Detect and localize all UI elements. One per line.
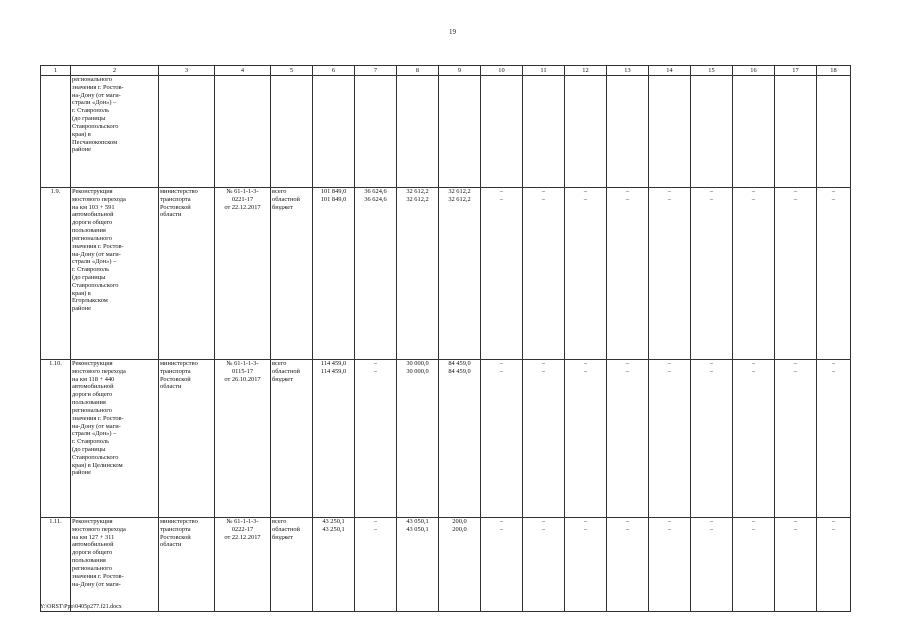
value-cell — [649, 76, 691, 188]
value-regional-budget: – — [373, 525, 378, 533]
value-total: – — [625, 518, 630, 525]
value-total: 101 849,0 — [320, 188, 347, 195]
measure-name-line: значения г. Ростов- — [72, 83, 124, 91]
value-regional-budget: 36 624,6 — [364, 195, 387, 203]
executor-line: транспорта — [160, 525, 191, 533]
column-number-header: 14 — [649, 66, 691, 76]
value-total: – — [831, 188, 836, 195]
document-ref — [215, 360, 271, 518]
value-total: – — [751, 188, 756, 195]
value-total: – — [583, 188, 588, 195]
executor-line: министерство — [160, 518, 198, 525]
value-cell — [313, 188, 355, 360]
executor-line: Ростовской — [160, 203, 191, 211]
executor-line: Ростовской — [160, 533, 191, 541]
value-regional-budget: 32 612,2 — [448, 195, 471, 203]
funding-source-line: всего — [272, 518, 287, 525]
measure-name-line: страли «Дон») – — [72, 99, 117, 107]
value-regional-budget: – — [373, 367, 378, 375]
measure-name-line: дороги общего — [72, 391, 113, 399]
value-total: – — [499, 360, 504, 367]
column-number-header: 8 — [397, 66, 439, 76]
value-regional-budget: – — [793, 525, 798, 533]
value-cell — [691, 188, 733, 360]
measure-name-line: Ставропольского — [72, 281, 119, 289]
value-total: – — [667, 188, 672, 195]
value-cell — [355, 76, 397, 188]
column-number-header: 7 — [355, 66, 397, 76]
measure-name-line: края) в Целинском — [72, 461, 123, 469]
measure-name-line: (до границы — [72, 445, 106, 453]
value-regional-budget: – — [583, 525, 588, 533]
value-cell — [397, 76, 439, 188]
value-regional-budget: – — [625, 367, 630, 375]
column-number-header: 5 — [271, 66, 313, 76]
value-cell — [565, 188, 607, 360]
value-cell — [691, 360, 733, 518]
value-cell — [817, 188, 851, 360]
funding-source — [271, 360, 313, 518]
column-number-header: 4 — [215, 66, 271, 76]
executor-line: министерство — [160, 188, 198, 195]
measure-name-line: страли «Дон») – — [72, 430, 117, 438]
value-cell — [439, 360, 481, 518]
measure-name-line: на км 118 + 440 — [72, 375, 115, 383]
funding-source — [271, 76, 313, 188]
value-regional-budget: – — [667, 525, 672, 533]
value-regional-budget: 101 849,0 — [320, 195, 347, 203]
funding-source-line: областной — [272, 525, 300, 533]
page-number: 19 — [449, 28, 456, 36]
value-total: – — [709, 518, 714, 525]
value-regional-budget: – — [831, 195, 836, 203]
value-cell — [607, 360, 649, 518]
measure-name-line: Реконструкция — [72, 188, 113, 195]
column-number-header: 15 — [691, 66, 733, 76]
value-regional-budget: – — [709, 195, 714, 203]
value-cell — [817, 360, 851, 518]
measure-name — [71, 360, 159, 518]
column-number-row — [41, 66, 851, 76]
value-cell — [523, 188, 565, 360]
item-number: 1.9. — [41, 188, 71, 360]
executor — [159, 76, 215, 188]
value-cell — [313, 76, 355, 188]
value-cell — [733, 360, 775, 518]
measure-name-line: регионального — [72, 76, 112, 83]
value-cell — [397, 360, 439, 518]
value-regional-budget: – — [667, 195, 672, 203]
measure-name-line: г. Ставрополь — [72, 266, 110, 274]
value-total: 84 459,0 — [448, 360, 471, 367]
funding-source-line: бюджет — [272, 203, 293, 211]
value-cell — [607, 518, 649, 612]
measure-name — [71, 76, 159, 188]
measure-name-line: на км 103 + 591 — [72, 203, 115, 211]
value-cell — [649, 360, 691, 518]
measure-name-line: края) в — [72, 289, 91, 297]
measure-name — [71, 518, 159, 612]
value-regional-budget: – — [751, 195, 756, 203]
value-regional-budget: – — [831, 525, 836, 533]
measure-name-line: на-Дону (от маги- — [72, 580, 121, 588]
measure-name-line: районе — [72, 146, 91, 154]
value-regional-budget: – — [625, 195, 630, 203]
column-number-header: 1 — [41, 66, 71, 76]
executor-line: транспорта — [160, 367, 191, 375]
value-regional-budget: – — [751, 367, 756, 375]
measure-name-line: Егорлыкском — [72, 297, 108, 305]
value-cell — [649, 518, 691, 612]
measure-name-line: автомобильной — [72, 211, 114, 219]
file-path-footer: Y:\ORST\Ppo\0405p277.f21.docx — [40, 604, 122, 610]
measure-name-line: страли «Дон») – — [72, 258, 117, 266]
measure-name-line: мостового перехода — [72, 367, 126, 375]
value-cell — [733, 518, 775, 612]
value-cell — [775, 360, 817, 518]
value-total: – — [583, 518, 588, 525]
measure-name-line: значения г. Ростов- — [72, 414, 124, 422]
value-cell — [607, 76, 649, 188]
value-cell — [481, 518, 523, 612]
value-regional-budget: – — [625, 525, 630, 533]
value-cell — [481, 360, 523, 518]
column-number-header: 10 — [481, 66, 523, 76]
measure-name-line: пользования — [72, 399, 106, 407]
value-regional-budget: – — [709, 367, 714, 375]
measure-name-line: значения г. Ростов- — [72, 572, 124, 580]
column-number-header: 18 — [817, 66, 851, 76]
column-number-header: 6 — [313, 66, 355, 76]
value-total: – — [667, 518, 672, 525]
value-cell — [313, 360, 355, 518]
measure-name-line: Песчанокопском — [72, 138, 118, 146]
value-cell — [481, 188, 523, 360]
value-total: – — [373, 518, 378, 525]
value-total: – — [541, 188, 546, 195]
value-total: – — [709, 188, 714, 195]
value-cell — [565, 518, 607, 612]
measure-name-line: Ставропольского — [72, 122, 119, 130]
value-cell — [397, 518, 439, 612]
value-total: 32 612,2 — [406, 188, 429, 195]
value-total: – — [625, 360, 630, 367]
measure-name-line: дороги общего — [72, 549, 113, 557]
executor — [159, 188, 215, 360]
executor-line: области — [160, 383, 182, 391]
value-regional-budget: – — [499, 195, 504, 203]
measure-name-line: регионального — [72, 406, 112, 414]
value-regional-budget: – — [541, 367, 546, 375]
column-number-header: 3 — [159, 66, 215, 76]
value-cell — [523, 360, 565, 518]
value-cell — [439, 188, 481, 360]
document-ref-line: 0221-17 — [231, 195, 254, 203]
measure-name-line: Реконструкция — [72, 360, 113, 367]
value-cell — [355, 360, 397, 518]
column-number-header: 12 — [565, 66, 607, 76]
value-total: – — [499, 518, 504, 525]
document-ref — [215, 76, 271, 188]
value-total: 200,0 — [452, 518, 467, 525]
document-ref — [215, 188, 271, 360]
measure-name-line: на-Дону (от маги- — [72, 250, 121, 258]
measure-name-line: пользования — [72, 227, 106, 235]
measure-name-line: на км 127 + 311 — [72, 533, 115, 541]
document-ref — [215, 518, 271, 612]
executor-line: Ростовской — [160, 375, 191, 383]
column-number-header: 2 — [71, 66, 159, 76]
measure-name-line: (до границы — [72, 115, 106, 123]
value-regional-budget: – — [793, 195, 798, 203]
funding-source — [271, 188, 313, 360]
value-regional-budget: – — [583, 367, 588, 375]
value-cell — [397, 188, 439, 360]
value-regional-budget: – — [583, 195, 588, 203]
executor-line: транспорта — [160, 195, 191, 203]
value-cell — [733, 188, 775, 360]
measure-name-line: регионального — [72, 564, 112, 572]
value-cell — [439, 76, 481, 188]
value-cell — [691, 76, 733, 188]
value-regional-budget: – — [499, 367, 504, 375]
measure-name-line: края) в — [72, 130, 91, 138]
value-cell — [691, 518, 733, 612]
measure-name-line: регионального — [72, 234, 112, 242]
document-ref-line: 0115-17 — [231, 367, 254, 375]
value-total: – — [667, 360, 672, 367]
measure-name-line: г. Ставрополь — [72, 107, 110, 115]
funding-source — [271, 518, 313, 612]
measure-name-line: (до границы — [72, 273, 106, 281]
table-row — [41, 76, 851, 188]
value-cell — [649, 188, 691, 360]
measure-name-line: значения г. Ростов- — [72, 242, 124, 250]
value-regional-budget: – — [667, 367, 672, 375]
value-total: 43 250,1 — [322, 518, 345, 525]
value-regional-budget: – — [793, 367, 798, 375]
value-regional-budget: 43 050,1 — [406, 525, 429, 533]
value-total: – — [625, 188, 630, 195]
measure-name-line: Реконструкция — [72, 518, 113, 525]
value-regional-budget: – — [709, 525, 714, 533]
value-total: – — [793, 188, 798, 195]
value-total: – — [373, 360, 378, 367]
value-regional-budget: 200,0 — [452, 525, 467, 533]
value-cell — [481, 76, 523, 188]
column-number-header: 11 — [523, 66, 565, 76]
funding-source-line: бюджет — [272, 533, 293, 541]
value-regional-budget: 32 612,2 — [406, 195, 429, 203]
funding-source-line: всего — [272, 188, 287, 195]
value-regional-budget: 84 459,0 — [448, 367, 471, 375]
value-total: – — [541, 518, 546, 525]
value-cell — [817, 76, 851, 188]
value-cell — [355, 188, 397, 360]
funding-source-line: областной — [272, 195, 300, 203]
value-regional-budget: – — [541, 195, 546, 203]
value-cell — [523, 76, 565, 188]
executor-line: области — [160, 211, 182, 219]
measure-name — [71, 188, 159, 360]
value-cell — [355, 518, 397, 612]
value-total: – — [831, 518, 836, 525]
value-regional-budget: – — [831, 367, 836, 375]
program-table — [40, 65, 851, 612]
value-cell — [733, 76, 775, 188]
value-cell — [775, 188, 817, 360]
item-number — [41, 76, 71, 188]
funding-source-line: всего — [272, 360, 287, 367]
measure-name-line: на-Дону (от маги- — [72, 91, 121, 99]
value-total: – — [751, 360, 756, 367]
column-number-header: 9 — [439, 66, 481, 76]
measure-name-line: автомобильной — [72, 383, 114, 391]
value-total: – — [583, 360, 588, 367]
measure-name-line: районе — [72, 305, 91, 313]
document-ref-line: от 26.10.2017 — [224, 375, 261, 383]
measure-name-line: мостового перехода — [72, 525, 126, 533]
executor-line: области — [160, 541, 182, 549]
value-regional-budget: – — [499, 525, 504, 533]
value-total: 114 459,0 — [320, 360, 347, 367]
measure-name-line: дороги общего — [72, 219, 113, 227]
value-total: – — [751, 518, 756, 525]
value-total: – — [499, 188, 504, 195]
value-regional-budget: 30 000,0 — [406, 367, 429, 375]
executor — [159, 360, 215, 518]
value-cell — [607, 188, 649, 360]
item-number: 1.11. — [41, 518, 71, 612]
value-total: 43 050,1 — [406, 518, 429, 525]
column-number-header: 13 — [607, 66, 649, 76]
value-cell — [523, 518, 565, 612]
value-cell — [817, 518, 851, 612]
value-cell — [775, 518, 817, 612]
value-total: – — [831, 360, 836, 367]
value-cell — [565, 360, 607, 518]
value-total: – — [541, 360, 546, 367]
document-ref-line: № 61-1-1-3- — [226, 360, 259, 367]
measure-name-line: г. Ставрополь — [72, 438, 110, 446]
value-cell — [313, 518, 355, 612]
column-number-header: 16 — [733, 66, 775, 76]
table-row — [41, 518, 851, 612]
value-regional-budget: – — [541, 525, 546, 533]
measure-name-line: на-Дону (от маги- — [72, 422, 121, 430]
item-number: 1.10. — [41, 360, 71, 518]
value-total: – — [793, 360, 798, 367]
document-ref-line: от 22.12.2017 — [224, 203, 261, 211]
value-regional-budget: – — [751, 525, 756, 533]
value-regional-budget: 43 250,1 — [322, 525, 345, 533]
value-total: 36 624,6 — [364, 188, 387, 195]
value-regional-budget: 114 459,0 — [320, 367, 347, 375]
measure-name-line: районе — [72, 469, 91, 477]
table-row — [41, 188, 851, 360]
measure-name-line: Ставропольского — [72, 453, 119, 461]
executor — [159, 518, 215, 612]
value-total: – — [709, 360, 714, 367]
value-total: 32 612,2 — [448, 188, 471, 195]
executor-line: министерство — [160, 360, 198, 367]
value-cell — [565, 76, 607, 188]
measure-name-line: автомобильной — [72, 541, 114, 549]
value-total: – — [793, 518, 798, 525]
value-cell — [439, 518, 481, 612]
value-cell — [775, 76, 817, 188]
column-number-header: 17 — [775, 66, 817, 76]
funding-source-line: бюджет — [272, 375, 293, 383]
value-total: 30 000,0 — [406, 360, 429, 367]
document-ref-line: № 61-1-1-3- — [226, 188, 259, 195]
table-row — [41, 360, 851, 518]
measure-name-line: пользования — [72, 557, 106, 565]
document-ref-line: 0222-17 — [231, 525, 254, 533]
document-ref-line: от 22.12.2017 — [224, 533, 261, 541]
measure-name-line: мостового перехода — [72, 195, 126, 203]
funding-source-line: областной — [272, 367, 300, 375]
document-ref-line: № 61-1-1-3- — [226, 518, 259, 525]
